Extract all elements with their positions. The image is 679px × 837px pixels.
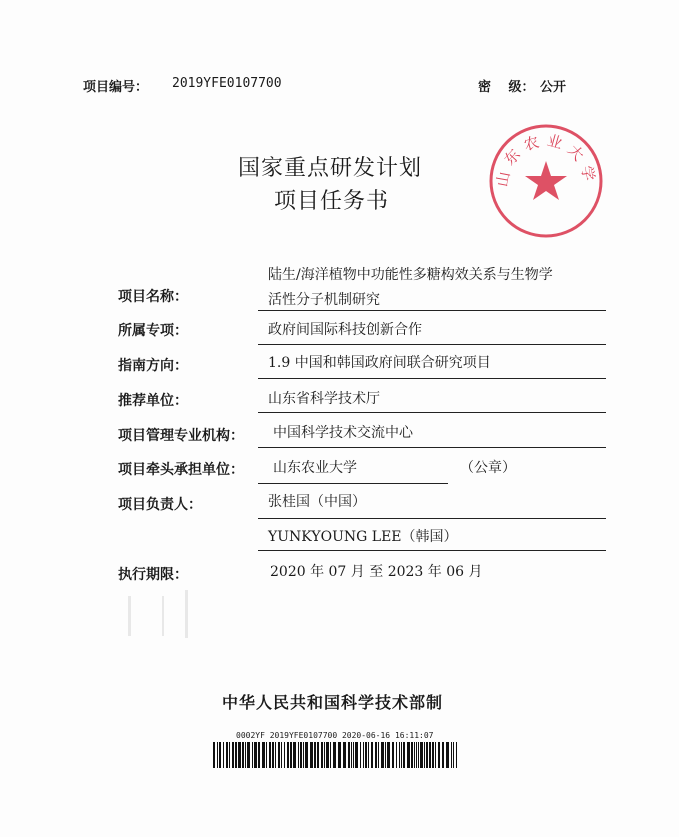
barcode-bar xyxy=(438,742,440,768)
barcode-bar xyxy=(446,742,449,768)
barcode-bar xyxy=(403,742,405,768)
barcode-bar xyxy=(387,742,390,768)
university-seal-stamp xyxy=(488,123,604,239)
barcode-bar xyxy=(247,742,250,768)
barcode-bar xyxy=(426,742,428,768)
barcode-bar xyxy=(213,742,215,768)
field-underline xyxy=(258,378,606,379)
barcode-bar xyxy=(348,742,350,768)
barcode-bar xyxy=(217,742,218,768)
barcode-bar xyxy=(324,742,325,768)
document-subtitle: 项目任务书 xyxy=(274,189,390,214)
scan-artifact xyxy=(162,596,164,636)
document-title: 国家重点研发计划 xyxy=(238,156,423,181)
barcode-caption: 0002YF 2019YFE0107700 2020-06-16 16:11:07 xyxy=(236,731,434,740)
barcode-bar xyxy=(232,742,234,768)
barcode-bar xyxy=(266,742,267,768)
barcode-bar xyxy=(399,742,400,768)
barcode-bar xyxy=(281,742,282,768)
special-program-value: 政府间国际科技创新合作 xyxy=(268,322,422,338)
seal-text: 山东农业大学 xyxy=(492,131,600,189)
recommending-unit-value: 山东省科学技术厅 xyxy=(268,391,380,407)
barcode-bar xyxy=(396,742,397,768)
official-seal-note: （公章） xyxy=(460,460,516,476)
barcode-bar xyxy=(338,742,341,768)
barcode-bar xyxy=(326,742,329,768)
barcode-bar xyxy=(262,742,265,768)
guide-direction-label: 指南方向： xyxy=(118,358,188,374)
barcode-bar xyxy=(238,742,241,768)
barcode-bar xyxy=(416,742,417,768)
barcode-bar xyxy=(424,742,425,768)
barcode-bar xyxy=(305,742,308,768)
barcode-bar xyxy=(368,742,369,768)
barcode-bar xyxy=(330,742,331,768)
barcode-bar xyxy=(385,742,386,768)
barcode-bar xyxy=(351,742,352,768)
barcode-bar xyxy=(317,742,319,768)
recommending-unit-label: 推荐单位： xyxy=(118,393,188,409)
field-underline xyxy=(258,550,606,551)
barcode-bar xyxy=(290,742,292,768)
issuing-ministry: 中华人民共和国科学技术部制 xyxy=(222,693,444,712)
barcode-bar xyxy=(429,742,431,768)
barcode-bar xyxy=(442,742,444,768)
barcode-bar xyxy=(378,742,379,768)
lead-unit-value: 山东农业大学 xyxy=(273,460,357,476)
barcode-bar xyxy=(420,742,423,768)
project-number-value: 2019YFE0107700 xyxy=(172,76,282,91)
barcode-bar xyxy=(333,742,336,768)
project-leader-korea: YUNKYOUNG LEE（韩国） xyxy=(268,529,458,545)
field-underline xyxy=(258,310,606,311)
barcode-bar xyxy=(381,742,384,768)
barcode-bar xyxy=(310,742,313,768)
barcode-bar xyxy=(245,742,246,768)
lead-unit-label: 项目牵头承担单位： xyxy=(118,462,244,478)
seal-star-icon xyxy=(525,161,567,200)
barcode-bar xyxy=(269,742,271,768)
barcode-bar xyxy=(284,742,285,768)
barcode-bar xyxy=(411,742,413,768)
field-underline xyxy=(258,483,448,484)
barcode-bar xyxy=(414,742,415,768)
barcode-bar xyxy=(401,742,402,768)
barcode-bar xyxy=(321,742,323,768)
barcode-bar xyxy=(293,742,296,768)
barcode-bar xyxy=(226,742,228,768)
execution-period-value: 2020 年 07 月 至 2023 年 06 月 xyxy=(270,564,483,580)
barcode-bar xyxy=(365,742,367,768)
barcode-bar xyxy=(287,742,289,768)
secrecy-value: 公开 xyxy=(540,80,567,95)
barcode-bar xyxy=(453,742,454,768)
field-underline xyxy=(258,344,606,345)
barcode-bar xyxy=(223,742,224,768)
barcode-bar xyxy=(235,742,237,768)
barcode xyxy=(213,742,458,768)
barcode-bar xyxy=(298,742,299,768)
secrecy-label: 密 级： xyxy=(478,80,535,95)
management-agency-value: 中国科学技术交流中心 xyxy=(273,425,413,441)
project-name-line2: 活性分子机制研究 xyxy=(268,292,380,308)
barcode-bar xyxy=(418,742,419,768)
barcode-bar xyxy=(300,742,302,768)
barcode-bar xyxy=(353,742,354,768)
barcode-bar xyxy=(278,742,280,768)
barcode-bar xyxy=(375,742,377,768)
special-program-label: 所属专项： xyxy=(118,323,188,339)
field-underline xyxy=(258,447,606,448)
management-agency-label: 项目管理专业机构： xyxy=(118,428,244,444)
project-name-label: 项目名称： xyxy=(118,289,188,305)
scan-artifact xyxy=(128,596,131,636)
barcode-bar xyxy=(451,742,452,768)
project-leader-label: 项目负责人： xyxy=(118,497,202,513)
barcode-bar xyxy=(252,742,253,768)
barcode-bar xyxy=(343,742,346,768)
barcode-bar xyxy=(258,742,260,768)
field-underline xyxy=(258,412,606,413)
barcode-bar xyxy=(242,742,244,768)
guide-direction-value: 1.9 中国和韩国政府间联合研究项目 xyxy=(268,355,491,371)
barcode-bar xyxy=(363,742,364,768)
barcode-bar xyxy=(314,742,316,768)
project-leader-china: 张桂国（中国） xyxy=(268,494,366,510)
barcode-bar xyxy=(360,742,361,768)
barcode-bar xyxy=(371,742,373,768)
barcode-bar xyxy=(219,742,221,768)
barcode-bar xyxy=(272,742,274,768)
barcode-bar xyxy=(275,742,276,768)
field-underline xyxy=(258,518,606,519)
barcode-bar xyxy=(355,742,358,768)
execution-period-label: 执行期限： xyxy=(118,567,188,583)
project-number-label: 项目编号： xyxy=(83,80,149,95)
barcode-bar xyxy=(392,742,394,768)
barcode-bar xyxy=(456,742,457,768)
barcode-bar xyxy=(229,742,230,768)
barcode-bar xyxy=(254,742,257,768)
barcode-bar xyxy=(435,742,436,768)
barcode-bar xyxy=(432,742,434,768)
barcode-bar xyxy=(407,742,410,768)
project-name-line1: 陆生/海洋植物中功能性多糖构效关系与生物学 xyxy=(268,267,553,283)
scan-artifact xyxy=(185,590,188,638)
barcode-bar xyxy=(303,742,304,768)
